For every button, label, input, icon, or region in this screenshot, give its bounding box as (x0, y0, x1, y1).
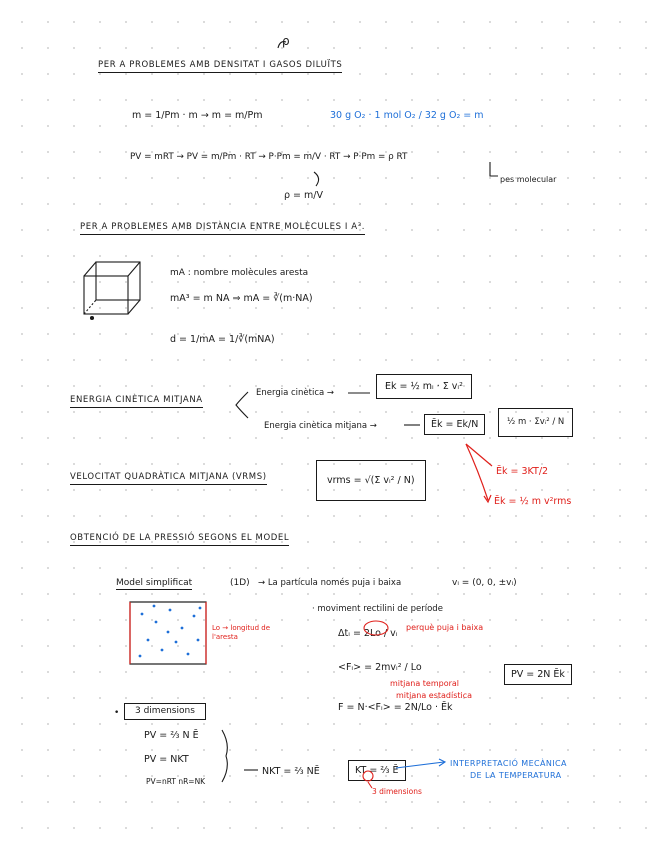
model-bullet1-desc: → La partícula només puja i baixa (258, 578, 402, 588)
model-dt-note: perquè puja i baixa (406, 623, 484, 632)
red-arrow-kinetic (466, 444, 488, 500)
model-box-label: Lo → longitud de l'aresta (212, 624, 271, 641)
moles-eq2: PV = mRT → PV = m/Pm · RT → P·Pm = m/V · RT → P·Pm = ρ RT (130, 152, 408, 162)
kinetic-red1: Ēk = 3KT/2 (496, 466, 549, 477)
model-bullet2-dot: • (114, 708, 120, 718)
model-fi: <Fᵢ> = 2mvᵢ² / Lo (338, 662, 422, 673)
molecules-eq1: mA³ = m NA ⇒ mA = ∛(m·NA) (170, 293, 313, 304)
kinetic-red2: Ēk = ½ m v²rms (494, 496, 572, 507)
section-title-densitat: PER A PROBLEMES AMB DENSITAT I GASOS DILUÏTS (98, 60, 342, 73)
molecules-def: mA : nombre molècules aresta (170, 268, 309, 278)
model-kt-note: 3 dimensions (372, 787, 422, 796)
model-bullet1-tag: (1D) (230, 578, 250, 588)
note-hook (490, 162, 498, 176)
model-pv2: PV = NKT (144, 754, 189, 765)
model-kt: KT = ⅔ Ē (348, 760, 406, 781)
rms-eq: vrms = √(Σ vᵢ² / N) (316, 460, 426, 501)
cube-icon (84, 262, 140, 320)
section-title-energia: ENERGIA CINÈTICA MITJANA (70, 395, 203, 408)
particles (139, 605, 202, 658)
model-bullet1: Model simplificat (116, 578, 193, 588)
moles-eq1: m = 1/Pm · m → m = m/Pm (132, 110, 263, 121)
kinetic-branch2-eq: Ēk = Ek/N (424, 414, 485, 435)
rho-note: ρ (282, 34, 290, 48)
section-title-distancia: PER A PROBLEMES AMB DISTÀNCIA ENTRE MOLÈCULES I A³. (80, 222, 365, 235)
moles-eq1-example: 30 g O₂ · 1 mol O₂ / 32 g O₂ = m (330, 110, 484, 121)
model-sub1: · moviment rectilini de període (312, 604, 443, 614)
model-interp1: INTERPRETACIÓ MECÀNICA (450, 759, 567, 768)
model-dt: Δtᵢ = 2Lo / vᵢ (338, 628, 398, 639)
molecules-eq2: d = 1/mA = 1/∛(mNA) (170, 334, 275, 345)
kinetic-branch2-eq2: ½ m · Σvᵢ² / N (498, 408, 573, 437)
kinetic-brace (236, 392, 248, 418)
model-boxed: PV = 2N Ēk (504, 664, 572, 685)
model-fi-note1: mitjana temporal (390, 679, 460, 688)
model-bullet2: 3 dimensions (124, 703, 206, 720)
model-pv3: PV=nRT nR=NK (146, 777, 206, 786)
moles-eq2-note: pes molecular (500, 175, 557, 184)
particle-box (130, 602, 206, 664)
kinetic-branch2-label: Energia cinètica mitjana → (264, 421, 377, 431)
moles-eq3: ρ = m/V (284, 190, 323, 201)
model-f: F = N·<Fᵢ> = 2N/Lo · Ēk (338, 702, 453, 713)
section-title-pressio: OBTENCIÓ DE LA PRESSIÓ SEGONS EL MODEL (70, 533, 289, 546)
rho-derive-arrow (314, 172, 319, 186)
model-nkt: NKT = ⅔ NĒ (262, 766, 320, 777)
model-fi-note2: mitjana estadística (396, 691, 473, 700)
model-bullet1-v: vᵢ = (0, 0, ±vᵢ) (452, 578, 517, 588)
kinetic-branch1-label: Energia cinètica → (256, 388, 335, 398)
model-interp2: DE LA TEMPERATURA (470, 771, 562, 780)
section-title-vrms: VELOCITAT QUADRÀTICA MITJANA (VRMS) (70, 472, 267, 485)
model-pv1: PV = ⅔ N Ē (144, 730, 199, 741)
kinetic-branch1-eq: Ek = ½ mᵢ · Σ vᵢ² (376, 374, 472, 399)
pv-brace (222, 730, 227, 782)
